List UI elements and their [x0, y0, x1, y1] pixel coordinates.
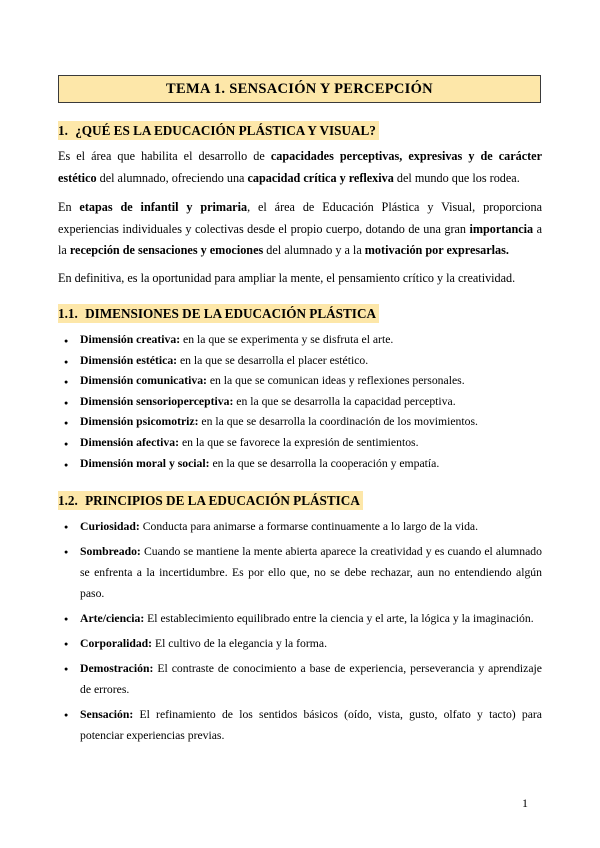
section-1-title: ¿QUÉ ES LA EDUCACIÓN PLÁSTICA Y VISUAL?: [75, 123, 376, 138]
list-item: [58, 516, 542, 537]
bold-text-run: recepción de sensaciones y emociones: [69, 243, 264, 257]
section-1-1-heading: [58, 304, 379, 323]
bold-text-run: importancia: [469, 221, 534, 236]
section-1-1-title: DIMENSIONES DE LA EDUCACIÓN PLÁSTICA: [85, 306, 376, 321]
list-item: [58, 454, 542, 475]
text-run: En: [58, 200, 80, 214]
list-item-label: Corporalidad:: [80, 637, 153, 650]
list-item: [58, 433, 542, 454]
list-item: [58, 412, 542, 433]
section-1-1-number: 1.1.: [58, 306, 78, 321]
list-item-text: El contraste de conocimiento a base de experiencia, perseverancia y aprendizaje de errores.: [80, 662, 542, 696]
list-item-label: Curiosidad:: [80, 520, 140, 533]
text-run: del alumnado y a la: [263, 243, 365, 257]
section-1-paragraph-2: [58, 197, 542, 262]
list-item-label: Dimensión creativa:: [80, 333, 181, 346]
principles-list: [58, 516, 542, 750]
bold-text-run: capacidad crítica y reflexiva: [247, 170, 394, 185]
bullet-icon: ●: [64, 398, 69, 407]
bullet-icon: ●: [64, 419, 69, 428]
section-1-heading: [58, 121, 379, 140]
list-item-text: El cultivo de la elegancia y la forma.: [152, 637, 327, 650]
list-item-text: Cuando se mantiene la mente abierta aparece la creatividad y es cuando el alumnado se enfrenta a la incertidumbre. Es por ello que, no se debe rechazar, aun no entendiendo algún paso.: [80, 545, 542, 600]
page-number: 1: [522, 796, 528, 810]
text-run: del alumnado, ofreciendo una: [96, 170, 248, 185]
list-item-text: en la que se comunican ideas y reflexiones personales.: [206, 374, 465, 388]
bold-text-run: motivación por expresarlas.: [364, 243, 509, 257]
list-item: [58, 330, 542, 351]
list-item-text: en la que se favorece la expresión de sentimientos.: [179, 435, 419, 449]
list-item: [58, 608, 542, 629]
list-item-text: en la que se desarrolla el placer estético.: [177, 353, 369, 367]
section-1-number: 1.: [58, 123, 68, 138]
list-item-label: Dimensión comunicativa:: [80, 374, 207, 388]
bullet-icon: ●: [64, 337, 69, 345]
section-1-2-heading: [58, 491, 363, 510]
list-item-label: Dimensión sensorioperceptiva:: [80, 394, 234, 408]
list-item: [58, 633, 542, 654]
text-run: a la: [58, 221, 542, 257]
bullet-icon: ●: [64, 711, 69, 719]
list-item: [58, 658, 542, 700]
bullet-icon: ●: [64, 640, 69, 648]
section-1-2-number: 1.2.: [58, 493, 78, 508]
text-run: Es el área que habilita el desarrollo de: [58, 149, 271, 163]
list-item: [58, 704, 542, 746]
document-title: TEMA 1. SENSACIÓN Y PERCEPCIÓN: [58, 75, 541, 103]
text-run: , el área de Educación Plástica y Visual, proporciona experiencias individuales y colectivas desde el propio cuerpo, dotando de una gran: [58, 200, 542, 236]
list-item-label: Sensación:: [80, 708, 134, 721]
bold-text-run: capacidades perceptivas, expresivas y de carácter estético: [58, 149, 542, 185]
bullet-icon: ●: [64, 615, 69, 623]
list-item-text: en la que se desarrolla la capacidad perceptiva.: [233, 394, 456, 408]
bullet-icon: ●: [64, 523, 69, 531]
list-item-label: Dimensión afectiva:: [80, 435, 180, 449]
bullet-icon: ●: [64, 357, 69, 366]
list-item-label: Dimensión estética:: [80, 353, 178, 367]
list-item-text: Conducta para animarse a formarse continuamente a lo largo de la vida.: [139, 520, 479, 533]
bullet-icon: ●: [64, 665, 69, 673]
list-item-text: en la que se desarrolla la coordinación de los movimientos.: [198, 415, 478, 429]
list-item-label: Arte/ciencia:: [80, 612, 145, 625]
bullet-icon: ●: [64, 439, 69, 448]
list-item-label: Dimensión moral y social:: [80, 456, 210, 470]
list-item-text: El establecimiento equilibrado entre la ciencia y el arte, la lógica y la imaginación.: [144, 612, 534, 625]
text-run: del mundo que los rodea.: [393, 170, 520, 185]
list-item: [58, 541, 542, 604]
list-item: [58, 392, 542, 413]
bullet-icon: ●: [64, 378, 69, 387]
section-1-paragraph-1: [58, 146, 542, 189]
dimensions-list: [58, 330, 542, 474]
list-item-label: Demostración:: [80, 662, 154, 675]
list-item: [58, 351, 542, 372]
list-item-label: Dimensión psicomotriz:: [80, 415, 199, 429]
bold-text-run: etapas de infantil y primaria: [79, 200, 248, 214]
list-item: [58, 371, 542, 392]
list-item-label: Sombreado:: [80, 545, 141, 558]
list-item-text: en la que se desarrolla la cooperación y empatía.: [209, 456, 440, 470]
section-1-2-title: PRINCIPIOS DE LA EDUCACIÓN PLÁSTICA: [85, 493, 360, 508]
bullet-icon: ●: [64, 460, 69, 469]
bullet-icon: ●: [64, 548, 69, 556]
section-1-paragraph-3: En definitiva, es la oportunidad para ampliar la mente, el pensamiento crítico y la creatividad.: [58, 271, 516, 285]
list-item-text: en la que se experimenta y se disfruta el arte.: [180, 333, 394, 346]
list-item-text: El refinamiento de los sentidos básicos (oído, vista, gusto, olfato y tacto) para potenciar experiencias previas.: [80, 708, 542, 742]
